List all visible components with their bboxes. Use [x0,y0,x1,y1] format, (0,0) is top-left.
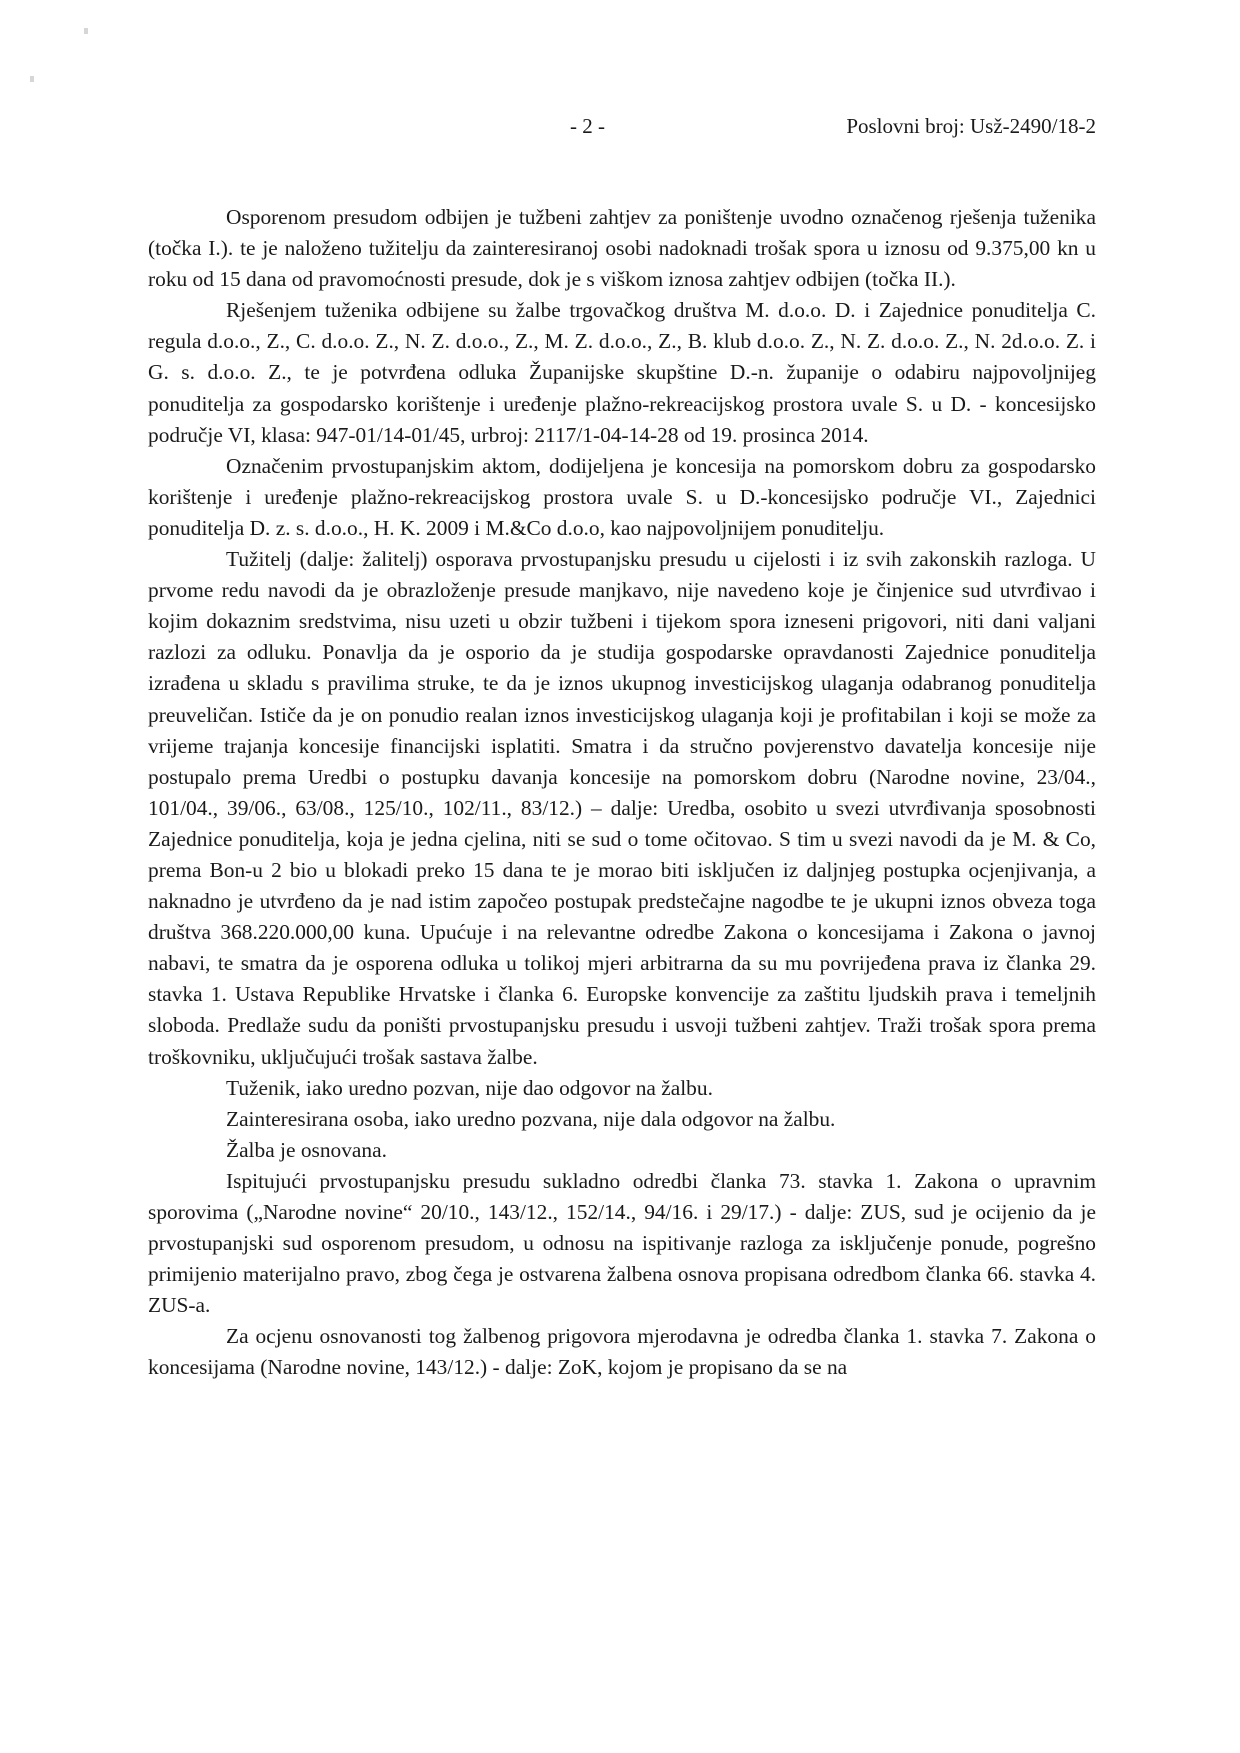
paragraph-contested-judgment: Osporenom presudom odbijen je tužbeni zahtjev za poništenje uvodno označenog rješenja tuženika (točka I.). te je naloženo tužitelju da zainteresiranoj osobi nadoknadi trošak spora u iznosu od 9.375,00 kn u roku od 15 dana od pravomoćnosti presude, dok je s viškom iznosa zahtjev odbijen (točka II.). [148,205,1096,292]
paragraph-concessions-law: Za ocjenu osnovanosti tog žalbenog prigovora mjerodavna je odredba članka 1. stavka 7. Zakona o koncesijama (Narodne novine, 143/12.) - dalje: ZoK, kojom je propisano da se na [148,1324,1096,1380]
scan-artifact [84,28,88,34]
paragraph-appeal-founded: Žalba je osnovana. [226,1137,387,1162]
scan-artifact [30,76,34,82]
paragraph-defendant-no-response: Tuženik, iako uredno pozvan, nije dao odgovor na žalbu. [226,1075,713,1100]
paragraph-court-assessment: Ispitujući prvostupanjsku presudu sukladno odredbi članka 73. stavka 1. Zakona o upravnim sporovima („Narodne novine“ 20/10., 143/12., 152/14., 94/16. i 29/17.) - dalje: ZUS, sud je ocijenio da je prvostupanjski sud osporenom presudom, u odnosu na ispitivanje razloga za isključenje ponude, pogrešno primijenio materijalno pravo, zbog čega je ostvarena žalbena osnova propisana odredbom članka 66. stavka 4. ZUS-a. [148,1168,1096,1318]
paragraph-defendant-decision: Rješenjem tuženika odbijene su žalbe trgovačkog društva M. d.o.o. D. i Zajednice ponuditelja C. regula d.o.o., Z., C. d.o.o. Z., N. Z. d.o.o., Z., M. Z. d.o.o., Z., B. klub d.o.o. Z., N. Z. d.o.o. Z., N. 2d.o.o. Z. i G. s. d.o.o. Z., te je potvrđena odluka Županijske skupštine D.-n. županije o odabiru najpovoljnijeg ponuditelja za gospodarsko korištenje i uređenje plažno-rekreacijskog prostora uvale S. u D. - koncesijsko područje VI, klasa: 947-01/14-01/45, urbroj: 2117/1-04-14-28 od 19. prosinca 2014. [148,298,1096,447]
paragraph-interested-party-no-response: Zainteresirana osoba, iako uredno pozvana, nije dala odgovor na žalbu. [226,1106,836,1131]
case-number: Poslovni broj: Usž-2490/18-2 [846,114,1096,138]
document-body [148,202,1096,1384]
page-number: - 2 - [570,114,605,138]
paragraph-first-instance-act: Označenim prvostupanjskim aktom, dodijeljena je koncesija na pomorskom dobru za gospodarsko korištenje i uređenje plažno-rekreacijskog prostora uvale S. u D.-koncesijsko područje VI., Zajednici ponuditelja D. z. s. d.o.o., H. K. 2009 i M.&Co d.o.o, kao najpovoljnijem ponuditelju. [148,453,1096,540]
paragraph-appellant-arguments: Tužitelj (dalje: žalitelj) osporava prvostupanjsku presudu u cijelosti i iz svih zakonskih razloga. U prvome redu navodi da je obrazloženje presude manjkavo, nije navedeno koje je činjenice sud utvrđivao i kojim dokaznim sredstvima, nisu uzeti u obzir tužbeni i tijekom spora izneseni prigovori, niti dani valjani razlozi za odluku. Ponavlja da je osporio da je studija gospodarske opravdanosti Zajednice ponuditelja izrađena u skladu s pravilima struke, te da je iznos ukupnog investicijskog ulaganja odabranog ponuditelja preuveličan. Ističe da je on ponudio realan iznos investicijskog ulaganja koji je profitabilan i koji se može za vrijeme trajanja koncesije financijski isplatiti. Smatra i da stručno povjerenstvo davatelja koncesije nije postupalo prema Uredbi o postupku davanja koncesije na pomorskom dobru (Narodne novine, 23/04., 101/04., 39/06., 63/08., 125/10., 102/11., 83/12.) – dalje: Uredba, osobito u svezi utvrđivanja sposobnosti Zajednice ponuditelja, koja je jedna cjelina, niti se sud o tome očitovao. S tim u svezi navodi da je M. & Co, prema Bon-u 2 bio u blokadi preko 15 dana te je morao biti isključen iz daljnjeg postupka ocjenjivanja, a naknadno je utvrđeno da je nad istim započeo postupak predstečajne nagodbe te je ukupni iznos obveza toga društva 368.220.000,00 kuna. Upućuje i na relevantne odredbe Zakona o koncesijama i Zakona o javnoj nabavi, te smatra da je osporena odluka u tolikoj mjeri arbitrarna da su mu povrijeđena prava iz članka 29. stavka 1. Ustava Republike Hrvatske i članka 6. Europske konvencije za zaštitu ljudskih prava i temeljnih sloboda. Predlaže sudu da poništi prvostupanjsku presudu i usvoji tužbeni zahtjev. Traži trošak spora prema troškovniku, uključujući trošak sastava žalbe. [148,547,1096,1069]
page-header [148,114,1096,144]
